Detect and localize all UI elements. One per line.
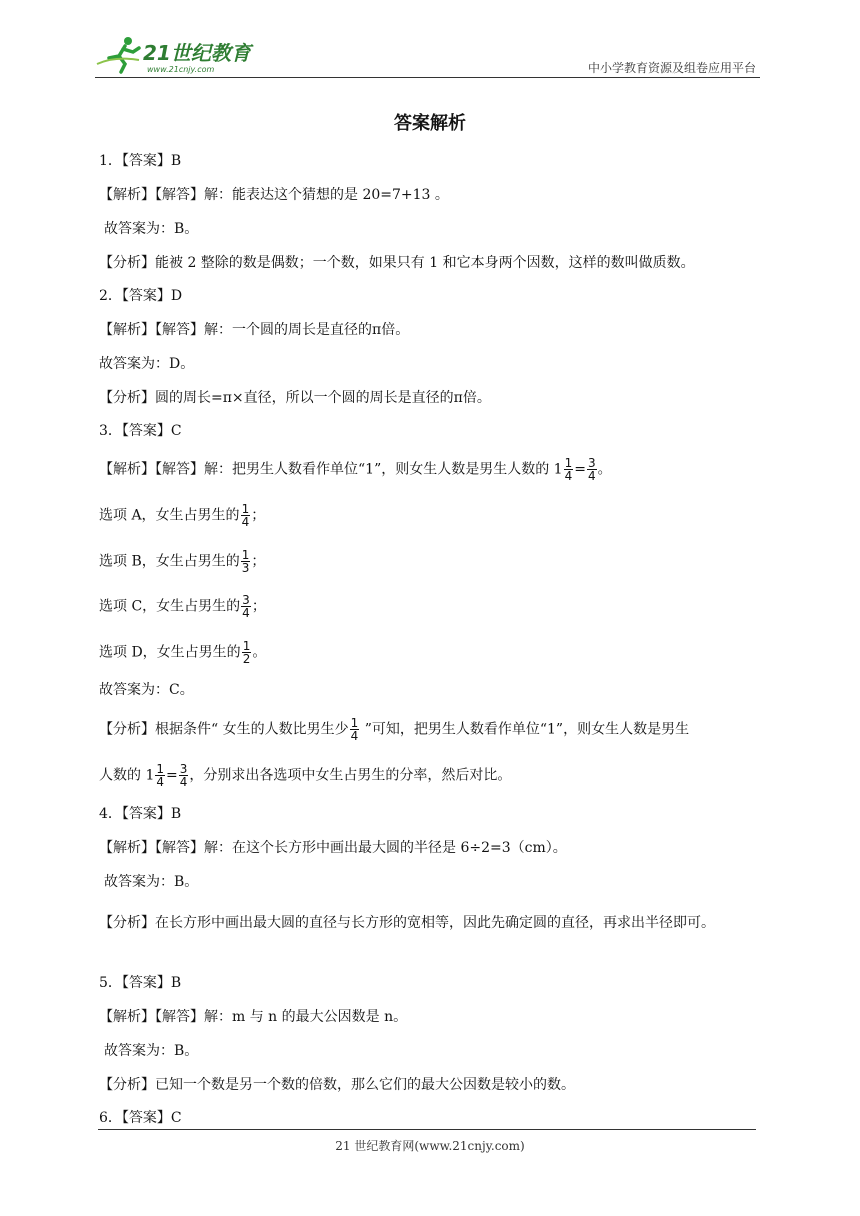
header-divider (95, 77, 760, 78)
page-header (95, 30, 760, 80)
q4-analysis: 【解析】【解答】解：在这个长方形中画出最大圆的半径是 6÷2=3（cm）。 (99, 840, 567, 856)
q6-answer: 6．【答案】C (99, 1110, 182, 1126)
q3-analysis: 【解析】【解答】解：把男生人数看作单位“1”，则女生人数是男生人数的 1 $\frac{1}{4}$ = $\frac{3}{4}$ 。 (99, 456, 612, 483)
q3-option-c: 选项 C，女生占男生的 $\frac{3}{4}$ ； (99, 593, 266, 620)
q1-note: 【分析】能被 2 整除的数是偶数；一个数，如果只有 1 和它本身两个因数，这样的数叫做质数。 (99, 255, 695, 271)
q4-conclusion: 故答案为：B。 (104, 874, 199, 890)
footer-divider (98, 1129, 756, 1130)
q3-answer: 3．【答案】C (99, 423, 182, 439)
logo-url: www.21cnjy.com (147, 65, 215, 74)
fraction: $\frac{1}{4}$ (564, 456, 573, 483)
fraction: $\frac{3}{4}$ (242, 593, 250, 620)
q1-conclusion: 故答案为：B。 (104, 221, 199, 237)
fraction: $\frac{3}{4}$ (179, 762, 188, 789)
fraction: $\frac{1}{4}$ (156, 762, 164, 789)
q3-analysis-text: 【解析】【解答】解：把男生人数看作单位“1”，则女生人数是男生人数的 1 (99, 461, 563, 478)
logo-text: 21世纪教育 (143, 41, 251, 65)
q1-answer: 1．【答案】B (99, 153, 182, 169)
q5-conclusion: 故答案为：B。 (104, 1043, 199, 1059)
fraction: $\frac{1}{4}$ (350, 716, 359, 743)
q1-analysis: 【解析】【解答】解：能表达这个猜想的是 20=7+13 。 (99, 187, 449, 203)
q4-answer: 4．【答案】B (99, 806, 182, 822)
fraction: $\frac{1}{2}$ (242, 639, 251, 666)
q2-note: 【分析】圆的周长=π×直径，所以一个圆的周长是直径的π倍。 (99, 390, 491, 406)
q3-note-continued: 人数的 1 $\frac{1}{4}$ = $\frac{3}{4}$ ，分别求出各选项中女生占男生的分率，然后对比。 (99, 762, 512, 789)
q3-option-d: 选项 D，女生占男生的 $\frac{1}{2}$ 。 (99, 639, 267, 666)
q2-answer: 2．【答案】D (99, 288, 183, 304)
q5-answer: 5．【答案】B (99, 975, 182, 991)
runner-icon (97, 37, 139, 72)
page-title: 答案解析 (394, 113, 466, 134)
fraction: $\frac{1}{4}$ (241, 502, 250, 529)
fraction: $\frac{1}{3}$ (241, 548, 250, 575)
logo (95, 34, 265, 76)
q3-option-b: 选项 B，女生占男生的 $\frac{1}{3}$ ； (99, 548, 266, 575)
q3-note: 【分析】根据条件“ 女生的人数比男生少 $\frac{1}{4}$ ”可知，把男生人数看作单位“1”，则女生人数是男生 (99, 716, 690, 743)
q5-analysis: 【解析】【解答】解：m 与 n 的最大公因数是 n。 (99, 1009, 408, 1025)
q5-note: 【分析】已知一个数是另一个数的倍数，那么它们的最大公因数是较小的数。 (99, 1077, 575, 1093)
q3-conclusion: 故答案为：C。 (99, 682, 194, 698)
q4-note: 【分析】在长方形中画出最大圆的直径与长方形的宽相等，因此先确定圆的直径，再求出半径即可。 (99, 915, 715, 931)
page-footer: 21 世纪教育网(www.21cnjy.com) (335, 1139, 525, 1153)
q2-analysis: 【解析】【解答】解：一个圆的周长是直径的π倍。 (99, 322, 410, 338)
header-platform-text: 中小学教育资源及组卷应用平台 (587, 61, 756, 75)
q2-conclusion: 故答案为：D。 (99, 356, 195, 372)
fraction: $\frac{3}{4}$ (587, 456, 596, 483)
q3-option-a: 选项 A，女生占男生的 $\frac{1}{4}$ ； (99, 502, 266, 529)
